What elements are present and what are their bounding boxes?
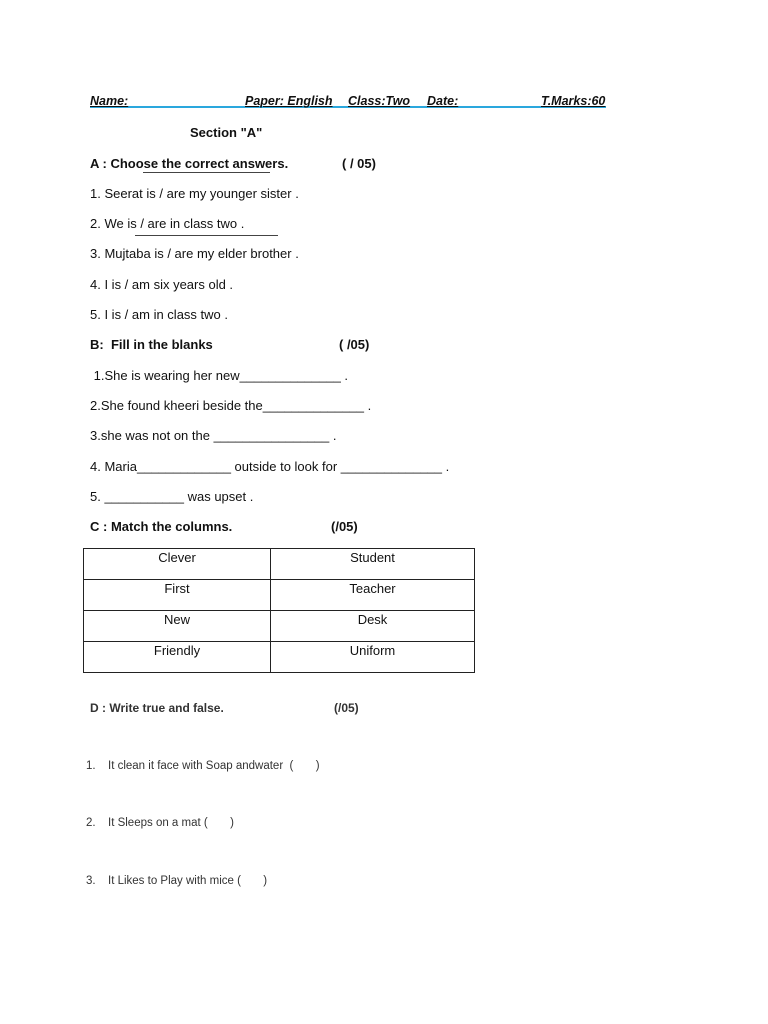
- question-d2-number: 2.: [86, 817, 96, 829]
- table-cell-right: Uniform: [271, 642, 475, 673]
- table-row: [84, 611, 475, 642]
- question-d3-number: 3.: [86, 875, 96, 887]
- heading-underline-mark: [143, 172, 270, 173]
- question-b5: 5. ___________ was upset .: [90, 489, 254, 504]
- name-label: Name:: [90, 94, 129, 108]
- question-b1: 1.She is wearing her new______________ .: [90, 368, 349, 383]
- question-a2: 2. We is / are in class two .: [90, 216, 245, 231]
- class-label: Class:Two: [348, 94, 411, 108]
- date-label: Date:: [427, 94, 459, 108]
- table-cell-left: New: [84, 611, 271, 642]
- table-row: [84, 549, 475, 580]
- section-title: Section "A": [190, 125, 263, 140]
- question-a3: 3. Mujtaba is / are my elder brother .: [90, 246, 299, 261]
- table-cell-right: Student: [271, 549, 475, 580]
- question-d2: It Sleeps on a mat ( ): [108, 817, 234, 829]
- section-c-heading: C : Match the columns.: [90, 519, 233, 534]
- table-cell-left: Clever: [84, 549, 271, 580]
- pen-underline-mark: [135, 235, 278, 236]
- section-b-marks: ( /05): [339, 337, 370, 352]
- match-table: [83, 548, 475, 673]
- table-cell-left: First: [84, 580, 271, 611]
- question-a1: 1. Seerat is / are my younger sister .: [90, 186, 299, 201]
- paper-label: Paper: English: [245, 94, 333, 108]
- question-d1-number: 1.: [86, 760, 96, 772]
- table-cell-right: Teacher: [271, 580, 475, 611]
- question-a5: 5. I is / am in class two .: [90, 307, 228, 322]
- question-d3: It Likes to Play with mice ( ): [108, 875, 268, 887]
- section-a-heading: A : Choose the correct answers.: [90, 156, 289, 171]
- question-b3: 3.she was not on the ________________ .: [90, 428, 337, 443]
- section-d-heading: D : Write true and false.: [90, 701, 224, 715]
- question-b4: 4. Maria_____________ outside to look for ______________ .: [90, 459, 450, 474]
- table-cell-left: Friendly: [84, 642, 271, 673]
- section-c-marks: (/05): [331, 519, 358, 534]
- section-d-marks: (/05): [334, 701, 359, 715]
- marks-label: T.Marks:60: [541, 94, 606, 108]
- question-d1: It clean it face with Soap andwater ( ): [108, 760, 320, 772]
- table-row: [84, 580, 475, 611]
- section-b-heading: B: Fill in the blanks: [90, 337, 213, 352]
- section-a-marks: ( / 05): [342, 156, 376, 171]
- question-a4: 4. I is / am six years old .: [90, 277, 234, 292]
- question-b2: 2.She found kheeri beside the______________ .: [90, 398, 372, 413]
- table-cell-right: Desk: [271, 611, 475, 642]
- table-row: [84, 642, 475, 673]
